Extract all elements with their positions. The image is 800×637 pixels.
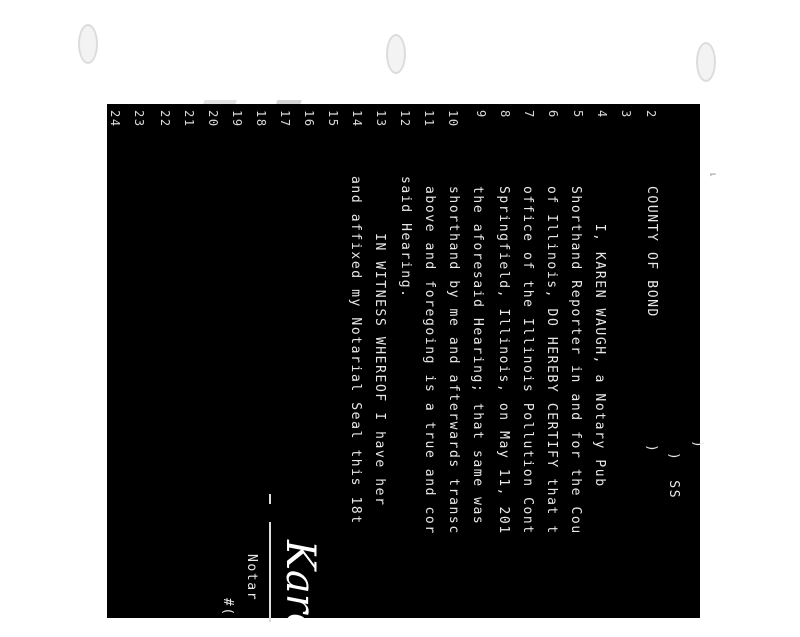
county-heading: COUNTY OF BOND [644, 186, 659, 318]
line-number: 12 [398, 110, 412, 128]
line-number: 2 [644, 110, 658, 119]
certificate-line: of Illinois, DO HEREBY CERTIFY that t [544, 186, 559, 535]
ss-marker: ) SS [666, 452, 681, 500]
certificate-line: said Hearing. [398, 176, 413, 299]
certificate-line: office of the Illinois Pollution Cont [520, 186, 535, 535]
certificate-line: I, KAREN WAUGH, a Notary Pub [592, 186, 607, 488]
certificate-line: above and foregoing is a true and cor [422, 186, 437, 535]
punch-hole [696, 42, 716, 82]
line-number: 6 [546, 110, 560, 119]
line-number: 16 [302, 110, 316, 128]
certificate-line: IN WITNESS WHEREOF I have her [372, 186, 387, 507]
line-number: 3 [619, 110, 633, 119]
certificate-line: shorthand by me and afterwards transc [446, 186, 461, 535]
line-number: 17 [278, 110, 292, 128]
line-number: 13 [374, 110, 388, 128]
line-number: 19 [230, 110, 244, 128]
caption-paren: ) [644, 444, 659, 454]
signature-image: Kare [277, 540, 323, 637]
line-number: 20 [206, 110, 220, 128]
punch-hole [386, 34, 406, 74]
line-number: 15 [326, 110, 340, 128]
certificate-line: Shorthand Reporter in and for the Cou [568, 186, 583, 535]
notary-label: Notar [244, 554, 259, 602]
line-number: 21 [182, 110, 196, 128]
notary-id: #( [220, 598, 235, 617]
line-number: 23 [132, 110, 146, 128]
signature-dash [269, 494, 271, 504]
line-number: 8 [498, 110, 512, 119]
line-number: 4 [595, 110, 609, 119]
corner-mark: ⌐ [710, 170, 717, 181]
line-number: 22 [158, 110, 172, 128]
line-number: 18 [254, 110, 268, 128]
certificate-line: the aforesaid Hearing; that same was [470, 186, 485, 526]
signature-line [269, 522, 271, 622]
punch-hole [78, 24, 98, 64]
line-number: 11 [422, 110, 436, 128]
line-number: 7 [522, 110, 536, 119]
certificate-line: Springfield, Illinois, on May 11, 201 [496, 186, 511, 535]
transcript-sheet [107, 104, 705, 637]
line-number: 14 [350, 110, 364, 128]
line-number: 5 [571, 110, 585, 119]
line-number: 9 [474, 110, 488, 119]
line-number: 24 [108, 110, 122, 128]
line-number: 10 [446, 110, 460, 128]
certificate-line: and affixed my Notarial Seal this 18t [348, 176, 363, 525]
caption-paren: ) [690, 440, 705, 450]
